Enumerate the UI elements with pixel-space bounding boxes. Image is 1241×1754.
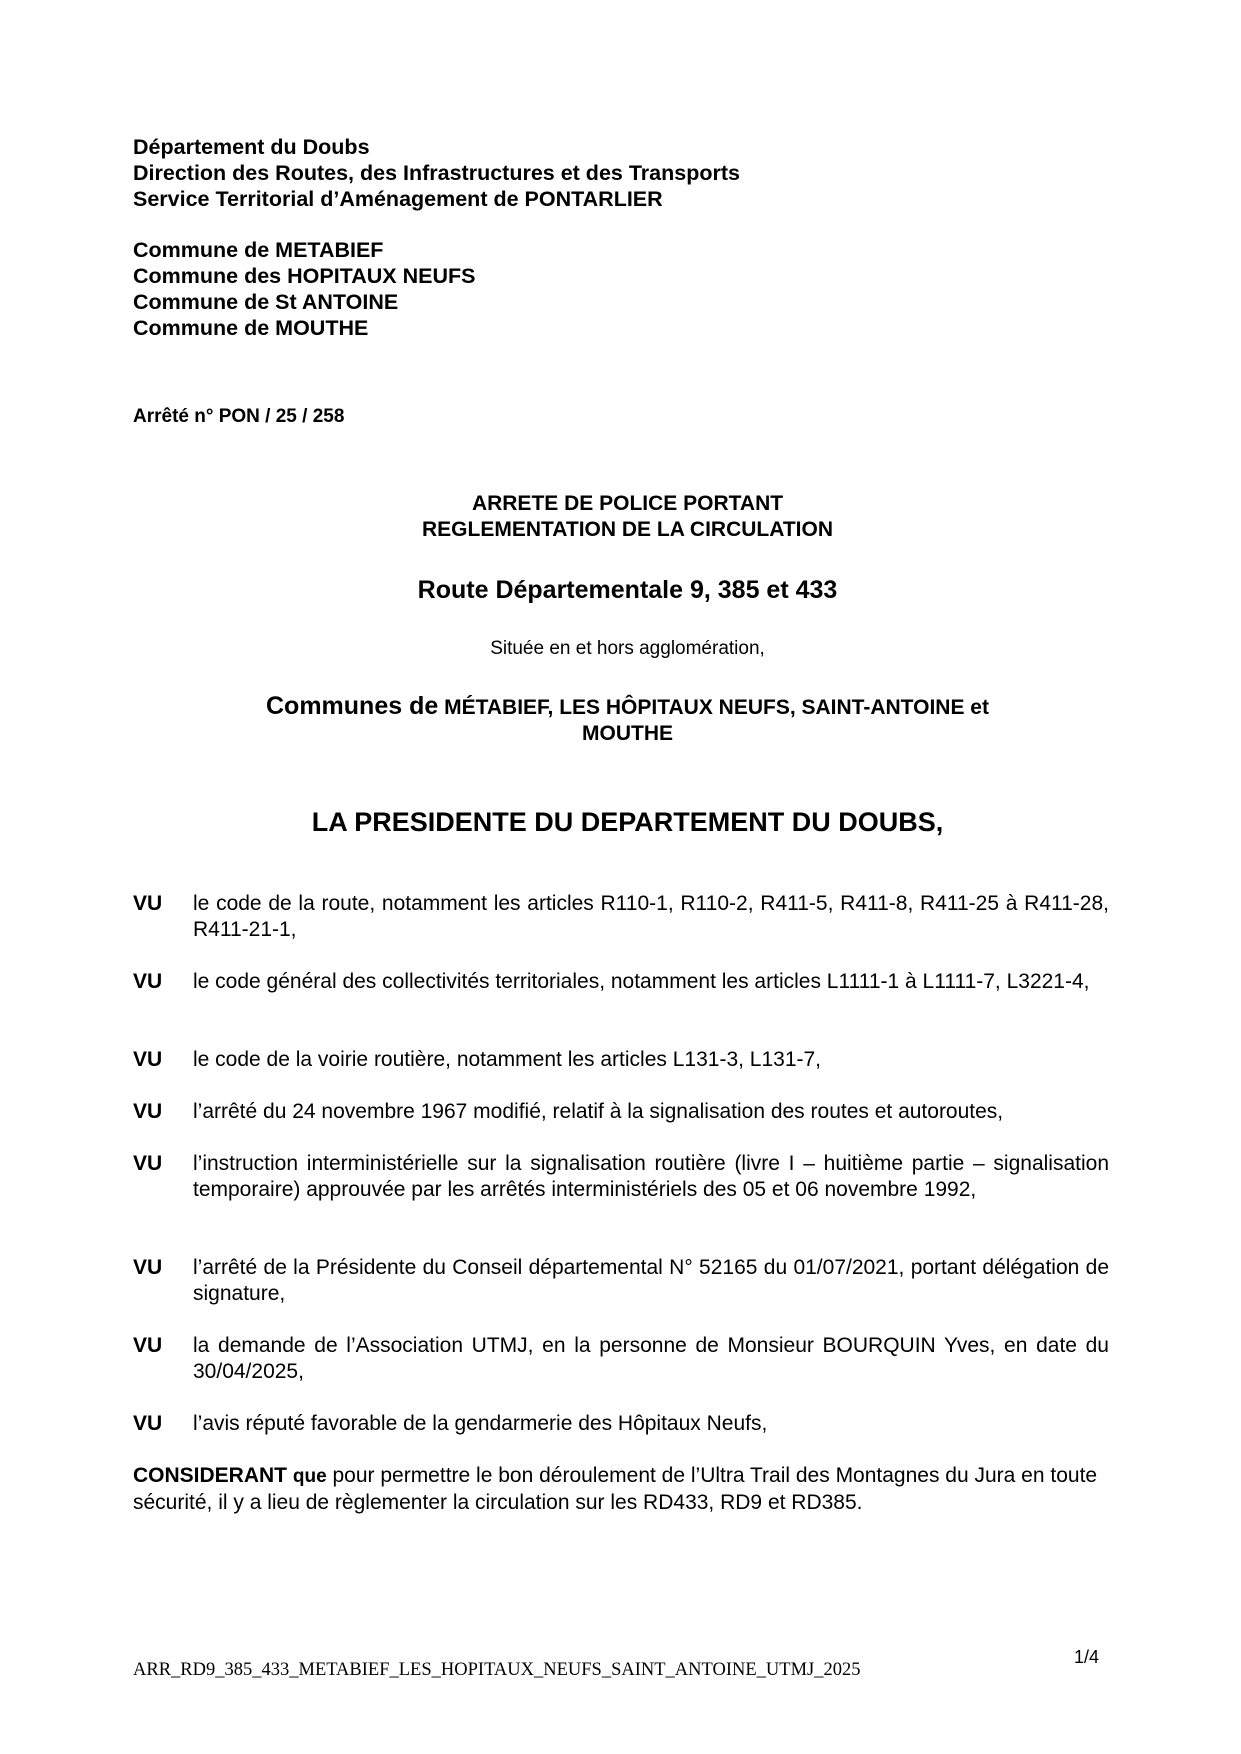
considerant-que: que [292, 1466, 327, 1487]
vu-text: le code général des collectivités territoriales, notamment les articles L1111-1 à L1111-7, L3221-4, [193, 970, 1090, 993]
authority-heading: LA PRESIDENTE DU DEPARTEMENT DU DOUBS, [311, 807, 944, 837]
vu-label: VU [133, 1100, 163, 1123]
direction-name: Direction des Routes, des Infrastructures et des Transports [133, 161, 740, 185]
vu-clause-8 [133, 1411, 1109, 1437]
commune-mouthe: Commune de MOUTHE [133, 316, 369, 340]
vu-clause-6 [133, 1255, 1109, 1307]
route-heading: Route Départementale 9, 385 et 433 [417, 576, 838, 604]
service-name: Service Territorial d’Aménagement de PONTARLIER [133, 187, 663, 211]
vu-label: VU [133, 1256, 163, 1279]
vu-clause-1 [133, 891, 1109, 943]
commune-hopitaux-neufs: Commune des HOPITAUX NEUFS [133, 264, 476, 288]
vu-clause-7 [133, 1333, 1109, 1385]
communes-heading-line-2: MOUTHE [582, 722, 673, 745]
commune-metabief: Commune de METABIEF [133, 238, 384, 262]
page-number: 1/4 [1074, 1647, 1100, 1667]
vu-clause-4 [133, 1099, 1109, 1125]
communes-list: MÉTABIEF, LES HÔPITAUX NEUFS, SAINT-ANTOINE et [438, 696, 989, 719]
situation-text: Située en et hors agglomération, [490, 638, 765, 659]
vu-text: le code de la route, notamment les articles R110-1, R110-2, R411-5, R411-8, R411-25 à R411-28, R411-21-1, [193, 892, 1109, 941]
communes-heading [0, 691, 1241, 725]
vu-clause-3 [133, 1047, 1109, 1073]
vu-text: la demande de l’Association UTMJ, en la personne de Monsieur BOURQUIN Yves, en date du 30/04/2025, [193, 1334, 1109, 1383]
vu-text: l’arrêté du 24 novembre 1967 modifié, relatif à la signalisation des routes et autoroutes, [193, 1100, 1004, 1123]
vu-label: VU [133, 1334, 163, 1357]
considerant-text: pour permettre le bon déroulement de l’Ultra Trail des Montagnes du Jura en toute sécurité, il y a lieu de règlementer la circulation sur les RD433, RD9 et RD385. [133, 1464, 1098, 1514]
vu-label: VU [133, 1048, 163, 1071]
vu-label: VU [133, 1412, 163, 1435]
vu-text: l’arrêté de la Présidente du Conseil départemental N° 52165 du 01/07/2021, portant délégation de signature, [193, 1256, 1109, 1305]
vu-label: VU [133, 892, 163, 915]
considerant-paragraph [133, 1463, 1109, 1516]
vu-clause-2 [133, 969, 1109, 995]
footer-filename: ARR_RD9_385_433_METABIEF_LES_HOPITAUX_NEUFS_SAINT_ANTOINE_UTMJ_2025 [133, 1660, 861, 1680]
title-line-1: ARRETE DE POLICE PORTANT [471, 492, 784, 515]
title-line-2: REGLEMENTATION DE LA CIRCULATION [421, 518, 834, 541]
department-name: Département du Doubs [133, 135, 370, 159]
vu-text: l’avis réputé favorable de la gendarmerie des Hôpitaux Neufs, [193, 1412, 768, 1435]
considerant-label: CONSIDERANT [133, 1464, 288, 1487]
vu-text: le code de la voirie routière, notamment les articles L131-3, L131-7, [193, 1048, 822, 1071]
communes-prefix: Communes de [266, 692, 439, 720]
arrete-number: Arrêté n° PON / 25 / 258 [133, 406, 345, 427]
vu-text: l’instruction interministérielle sur la signalisation routière (livre I – huitième partie – signalisation temporaire) approuvée par les arrêtés interministériels des 05 et 06 novembre 1992, [193, 1152, 1109, 1201]
vu-label: VU [133, 1152, 163, 1175]
commune-st-antoine: Commune de St ANTOINE [133, 290, 399, 314]
vu-label: VU [133, 970, 163, 993]
vu-clause-5 [133, 1151, 1109, 1203]
